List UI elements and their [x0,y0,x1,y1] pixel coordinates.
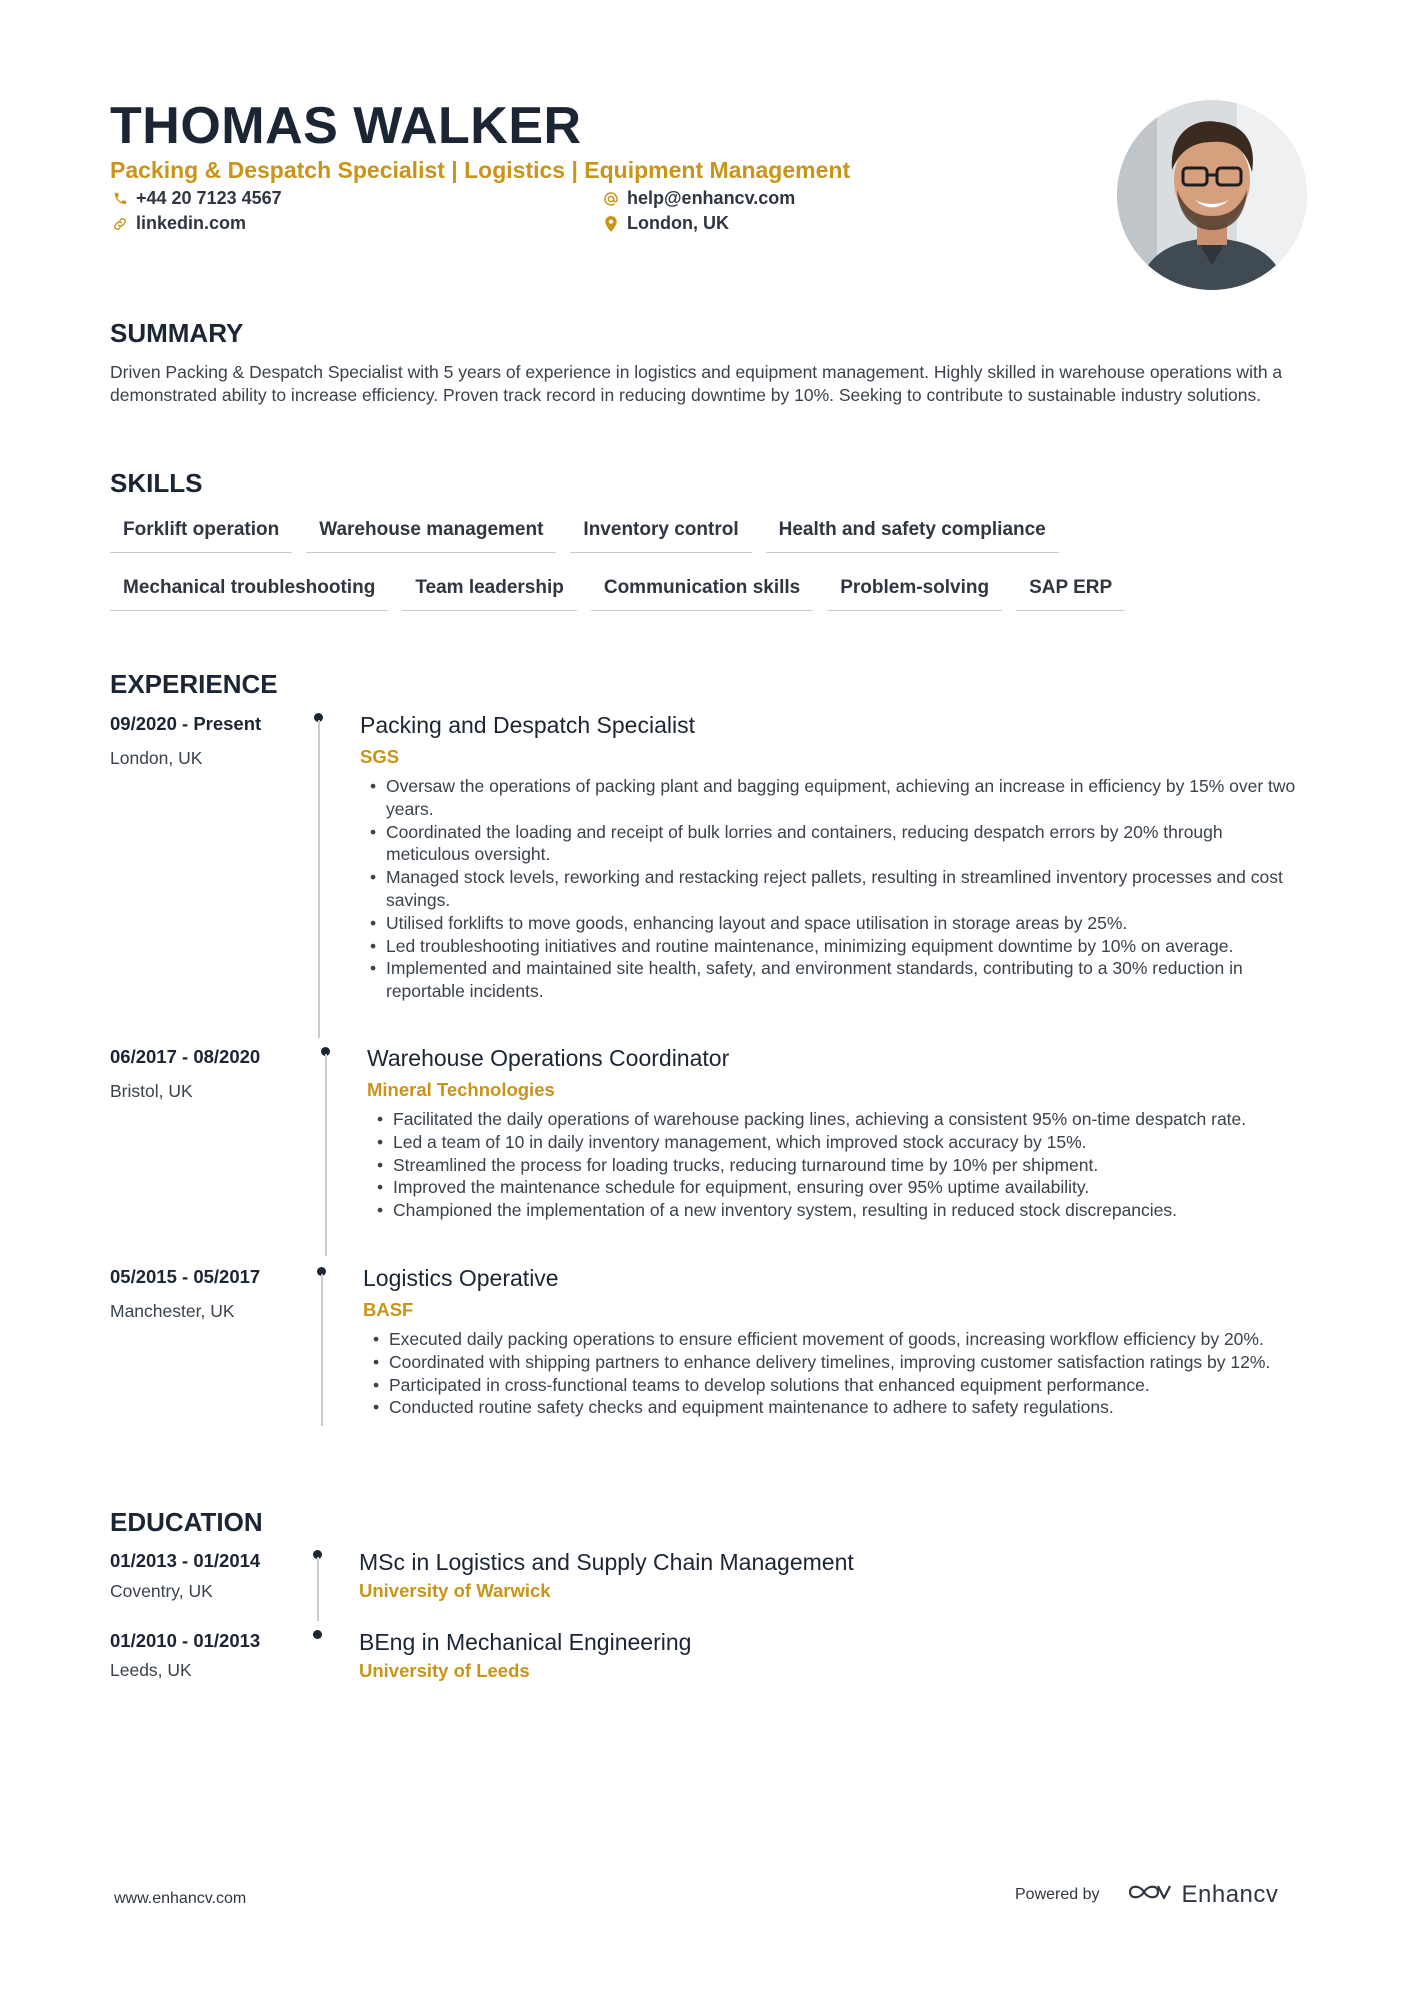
list-item: • Facilitated the daily operations of warehouse packing lines, achieving a consistent 95% on-time despatch rate. [373,1108,1318,1131]
profile-photo [1117,100,1307,290]
job-date: 05/2015 - 05/2017 [110,1266,261,1287]
list-item: • Oversaw the operations of packing plant and bagging equipment, achieving an increase in efficiency by 15% over two years. [366,775,1311,821]
skills-heading: SKILLS [110,468,203,498]
job-date: 06/2017 - 08/2020 [110,1046,261,1067]
brand-name: Enhancv [1181,1880,1279,1908]
timeline-line [325,1054,327,1256]
skill-tag: Health and safety compliance [766,509,1059,553]
skill-tag: Mechanical troubleshooting [110,567,388,611]
list-item: • Utilised forklifts to move goods, enhancing layout and space utilisation in storage areas by 25%. [366,912,1311,935]
job-bullets [366,775,1311,1003]
contact-location [601,213,729,234]
skill-tag: Warehouse management [306,509,556,553]
job-company: BASF [363,1299,414,1320]
contact-phone [110,188,282,209]
linkedin-link[interactable]: linkedin.com [136,213,247,233]
job-date: 09/2020 - Present [110,713,262,734]
list-item: • Participated in cross-functional teams to develop solutions that enhanced equipment performance. [369,1374,1314,1397]
list-item: • Executed daily packing operations to ensure efficient movement of goods, increasing workflow efficiency by 20%. [369,1328,1314,1351]
job-company: Mineral Technologies [367,1079,555,1100]
email-link[interactable]: help@enhancv.com [627,188,796,208]
list-item: • Coordinated with shipping partners to enhance delivery timelines, improving customer satisfaction ratings by 12%. [369,1351,1314,1374]
phone-icon [110,189,130,209]
contact-email[interactable] [601,188,795,209]
list-item: • Improved the maintenance schedule for equipment, ensuring over 95% uptime availability. [373,1176,1318,1199]
skill-tag: Communication skills [591,567,813,611]
timeline-line [321,1274,323,1426]
list-item: • Led a team of 10 in daily inventory management, which improved stock accuracy by 15%. [373,1131,1318,1154]
summary-heading: SUMMARY [110,318,244,348]
list-item: • Coordinated the loading and receipt of bulk lorries and containers, reducing despatch errors by 20% through meticulous oversight. [366,821,1311,867]
contact-linkedin[interactable] [110,213,246,234]
list-item: • Led troubleshooting initiatives and routine maintenance, minimizing equipment downtime by 10% on average. [366,935,1311,958]
school-name: University of Leeds [359,1660,530,1681]
skills-row-1 [110,509,1059,553]
skill-tag: Forklift operation [110,509,292,553]
education-heading: EDUCATION [110,1507,263,1537]
footer-website-link[interactable]: www.enhancv.com [114,1890,247,1907]
job-bullets [373,1108,1318,1222]
timeline-dot [313,1630,322,1639]
list-item: • Implemented and maintained site health, safety, and environment standards, contributing to a 30% reduction in reportable incidents. [366,957,1311,1003]
summary-text: Driven Packing & Despatch Specialist with 5 years of experience in logistics and equipment management. Highly skilled in warehouse operations with a demonstrated ability to increase efficiency. Proven track record in reducing downtime by 10%. Seeking to contribute to sustainable industry solutions. [110,362,1283,405]
skill-tag: Inventory control [570,509,751,553]
list-item: • Championed the implementation of a new inventory system, resulting in reduced stock discrepancies. [373,1199,1318,1222]
degree-title: BEng in Mechanical Engineering [359,1629,692,1655]
education-location: Coventry, UK [110,1581,213,1601]
skill-tag: SAP ERP [1016,567,1125,611]
job-title: Logistics Operative [363,1265,559,1291]
job-title: Packing and Despatch Specialist [360,712,695,738]
phone-text: +44 20 7123 4567 [136,188,282,208]
candidate-headline: Packing & Despatch Specialist | Logistics | Equipment Management [110,157,851,183]
job-location: Manchester, UK [110,1301,235,1321]
skills-row-2 [110,567,1125,611]
skill-tag: Problem-solving [827,567,1002,611]
education-date: 01/2013 - 01/2014 [110,1550,261,1571]
location-pin-icon [601,214,621,234]
school-name: University of Warwick [359,1580,551,1601]
job-bullets [369,1328,1314,1419]
skill-tag: Team leadership [402,567,577,611]
experience-heading: EXPERIENCE [110,669,278,699]
education-date: 01/2010 - 01/2013 [110,1630,261,1651]
degree-title: MSc in Logistics and Supply Chain Management [359,1549,854,1575]
footer-branding [1015,1880,1278,1909]
link-icon [110,214,130,234]
job-location: London, UK [110,748,203,768]
candidate-name: THOMAS WALKER [110,97,582,155]
timeline-line [318,720,320,1038]
enhancv-logo-icon [1126,1880,1174,1909]
list-item: • Managed stock levels, reworking and restacking reject pallets, resulting in streamlined inventory processes and cost savings. [366,866,1311,912]
list-item: • Streamlined the process for loading trucks, reducing turnaround time by 10% per shipment. [373,1154,1318,1177]
job-company: SGS [360,746,400,767]
at-icon [601,189,621,209]
job-title: Warehouse Operations Coordinator [367,1045,730,1071]
powered-by-label: Powered by [1015,1885,1100,1903]
education-location: Leeds, UK [110,1660,192,1680]
job-location: Bristol, UK [110,1081,193,1101]
list-item: • Conducted routine safety checks and equipment maintenance to adhere to safety regulations. [369,1396,1314,1419]
timeline-line [317,1557,319,1621]
location-text: London, UK [627,213,729,233]
